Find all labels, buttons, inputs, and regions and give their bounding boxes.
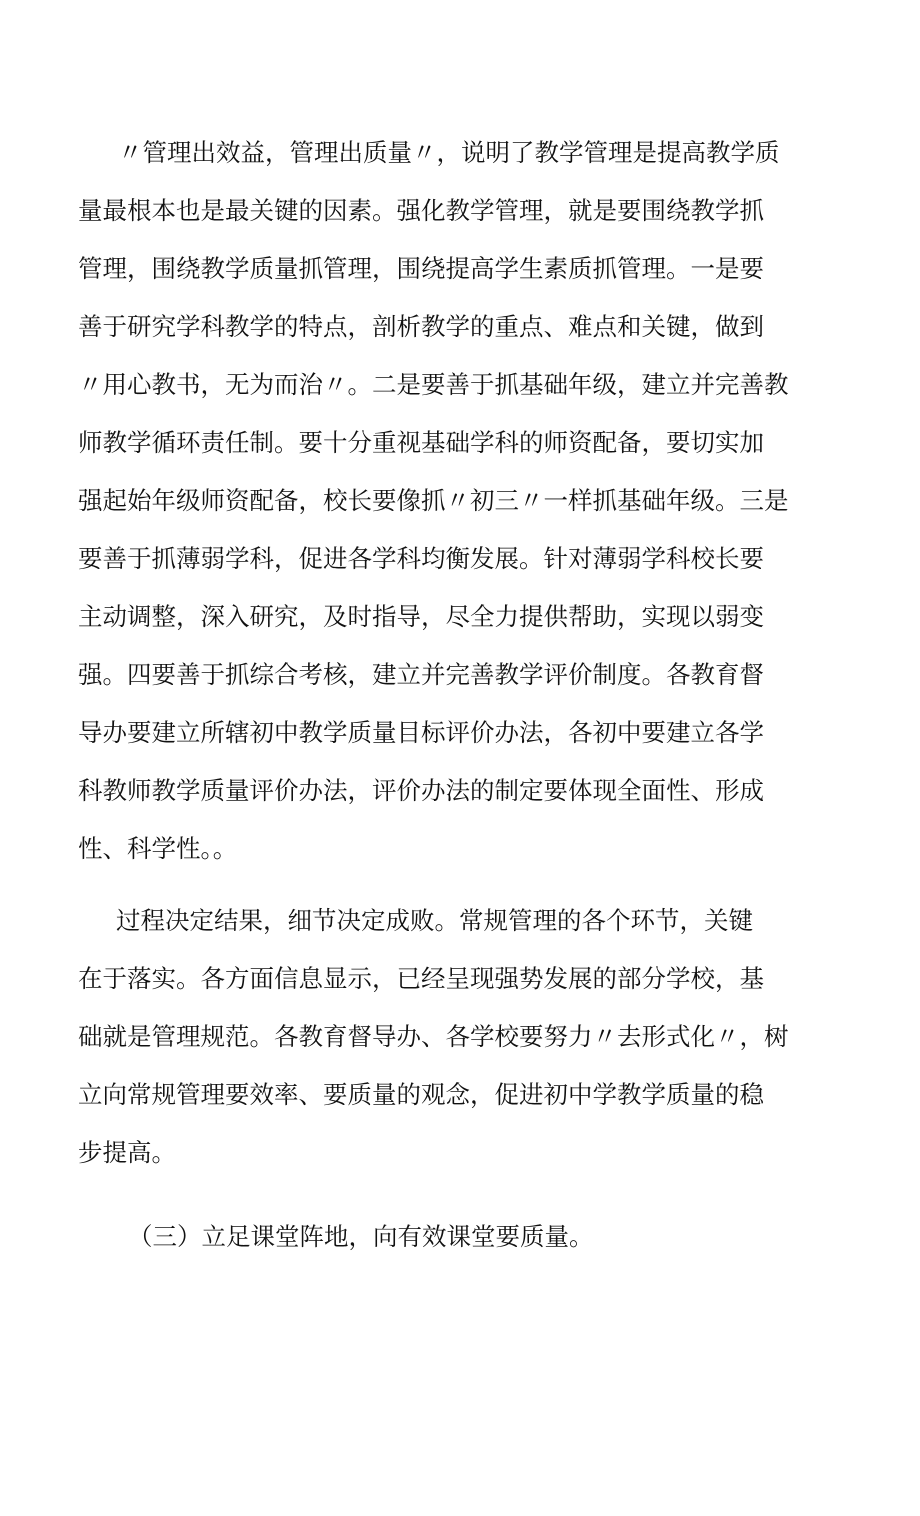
paragraph-2-line-3: 础就是管理规范。各教育督导办、各学校要努力〃去形式化〃，树 — [78, 1022, 789, 1051]
paragraph-1-line-2: 量最根本也是最关键的因素。强化教学管理，就是要围绕教学抓 — [78, 196, 764, 225]
paragraph-1-line-13: 性、科学性。。 — [78, 834, 238, 863]
paragraph-1-line-7: 强起始年级师资配备，校长要像抓〃初三〃一样抓基础年级。三是 — [78, 486, 789, 515]
paragraph-2-line-1: 过程决定结果，细节决定成败。常规管理的各个环节，关键 — [116, 906, 753, 935]
paragraph-1-line-11: 导办要建立所辖初中教学质量目标评价办法，各初中要建立各学 — [78, 718, 764, 747]
paragraph-1-line-4: 善于研究学科教学的特点，剖析教学的重点、难点和关键，做到 — [78, 312, 764, 341]
paragraph-1-line-12: 科教师教学质量评价办法，评价办法的制定要体现全面性、形成 — [78, 776, 764, 805]
paragraph-2-line-2: 在于落实。各方面信息显示，已经呈现强势发展的部分学校，基 — [78, 964, 764, 993]
paragraph-2-line-5: 步提高。 — [78, 1138, 176, 1167]
paragraph-1-line-3: 管理，围绕教学质量抓管理，围绕提高学生素质抓管理。一是要 — [78, 254, 764, 283]
section-heading-3: （三）立足课堂阵地，向有效课堂要质量。 — [128, 1222, 594, 1251]
paragraph-2-line-4: 立向常规管理要效率、要质量的观念，促进初中学教学质量的稳 — [78, 1080, 764, 1109]
paragraph-1-line-9: 主动调整，深入研究，及时指导，尽全力提供帮助，实现以弱变 — [78, 602, 764, 631]
paragraph-1-line-6: 师教学循环责任制。要十分重视基础学科的师资配备，要切实加 — [78, 428, 764, 457]
paragraph-1-line-1: 〃管理出效益，管理出质量〃，说明了教学管理是提高教学质 — [118, 138, 780, 167]
paragraph-1-line-10: 强。四要善于抓综合考核，建立并完善教学评价制度。各教育督 — [78, 660, 764, 689]
paragraph-1-line-5: 〃用心教书，无为而治〃。二是要善于抓基础年级，建立并完善教 — [78, 370, 789, 399]
paragraph-1-line-8: 要善于抓薄弱学科，促进各学科均衡发展。针对薄弱学科校长要 — [78, 544, 764, 573]
